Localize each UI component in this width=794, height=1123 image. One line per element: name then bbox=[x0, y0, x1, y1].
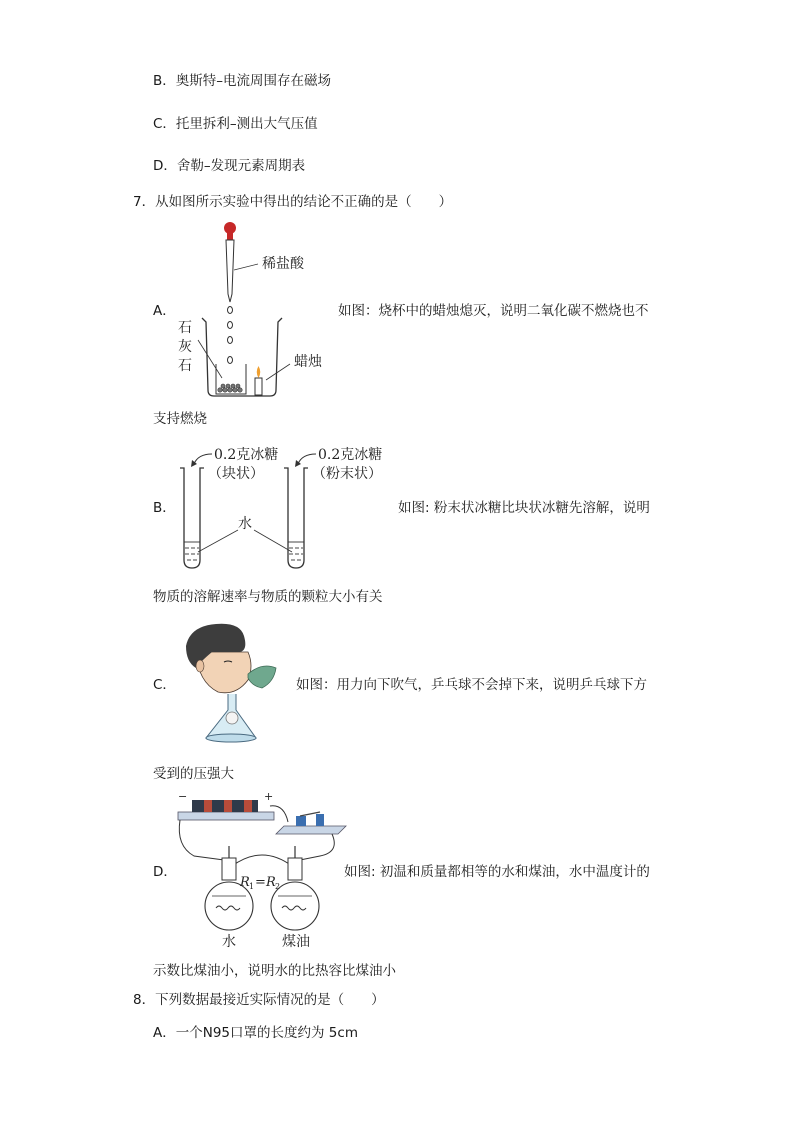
label-right-sugar: 0.2克冰糖 bbox=[318, 447, 383, 463]
q7-d-text-line1: 如图: 初温和质量都相等的水和煤油，水中温度计的 bbox=[344, 864, 650, 880]
q7-a-letter: A． bbox=[153, 303, 176, 319]
q8-stem: 8．下列数据最接近实际情况的是（ ） bbox=[133, 992, 385, 1008]
q6-option-d: D．舍勒–发现元素周期表 bbox=[153, 158, 306, 174]
label-kerosene: 煤油 bbox=[282, 934, 310, 950]
figure-d-heating-circuit bbox=[172, 792, 352, 952]
label-limestone-3: 石 bbox=[178, 358, 192, 374]
label-negative: − bbox=[178, 792, 188, 803]
q7-b-text-line2: 物质的溶解速率与物质的颗粒大小有关 bbox=[153, 589, 383, 605]
q7-stem: 7．从如图所示实验中得出的结论不正确的是（ ） bbox=[133, 194, 453, 210]
label-limestone-1: 石 bbox=[178, 320, 192, 336]
q7-c-text-line2: 受到的压强大 bbox=[153, 766, 234, 782]
label-equals: = bbox=[255, 875, 266, 890]
q6-option-c: C．托里拆利–测出大气压值 bbox=[153, 116, 318, 132]
label-water: 水 bbox=[222, 934, 236, 950]
label-r1: R bbox=[240, 875, 250, 890]
figure-a-beaker-candle bbox=[172, 218, 342, 403]
q7-a-text-line2: 支持燃烧 bbox=[153, 411, 207, 427]
q7-b-text-line1: 如图: 粉末状冰糖比块状冰糖先溶解，说明 bbox=[398, 500, 650, 516]
q7-a-text-line1: 如图：烧杯中的蜡烛熄灭，说明二氧化碳不燃烧也不 bbox=[338, 303, 649, 319]
q6-option-b: B．奥斯特–电流周围存在磁场 bbox=[153, 73, 332, 89]
label-dilute-hcl: 稀盐酸 bbox=[262, 256, 304, 272]
q7-c-letter: C． bbox=[153, 677, 176, 693]
label-r2-sub: 2 bbox=[275, 882, 281, 891]
q7-d-letter: D． bbox=[153, 864, 177, 880]
label-r1-sub: 1 bbox=[249, 882, 255, 891]
label-left-sugar: 0.2克冰糖 bbox=[214, 447, 279, 463]
label-r2: R bbox=[266, 875, 276, 890]
q7-c-text-line1: 如图：用力向下吹气，乒乓球不会掉下来，说明乒乓球下方 bbox=[296, 677, 647, 693]
label-water: 水 bbox=[238, 516, 252, 532]
label-candle: 蜡烛 bbox=[294, 354, 322, 370]
q8-option-a: A．一个N95口罩的长度约为 5cm bbox=[153, 1025, 358, 1041]
label-positive: + bbox=[264, 792, 274, 803]
figure-b-test-tubes bbox=[172, 440, 402, 575]
q7-d-text-line2: 示数比煤油小，说明水的比热容比煤油小 bbox=[153, 963, 396, 979]
label-left-lump: （块状） bbox=[208, 466, 264, 482]
q7-b-letter: B． bbox=[153, 500, 176, 516]
figure-c-blowing-ping-pong bbox=[182, 622, 282, 744]
label-limestone-2: 灰 bbox=[178, 339, 192, 355]
label-right-powder: （粉末状） bbox=[312, 466, 382, 482]
